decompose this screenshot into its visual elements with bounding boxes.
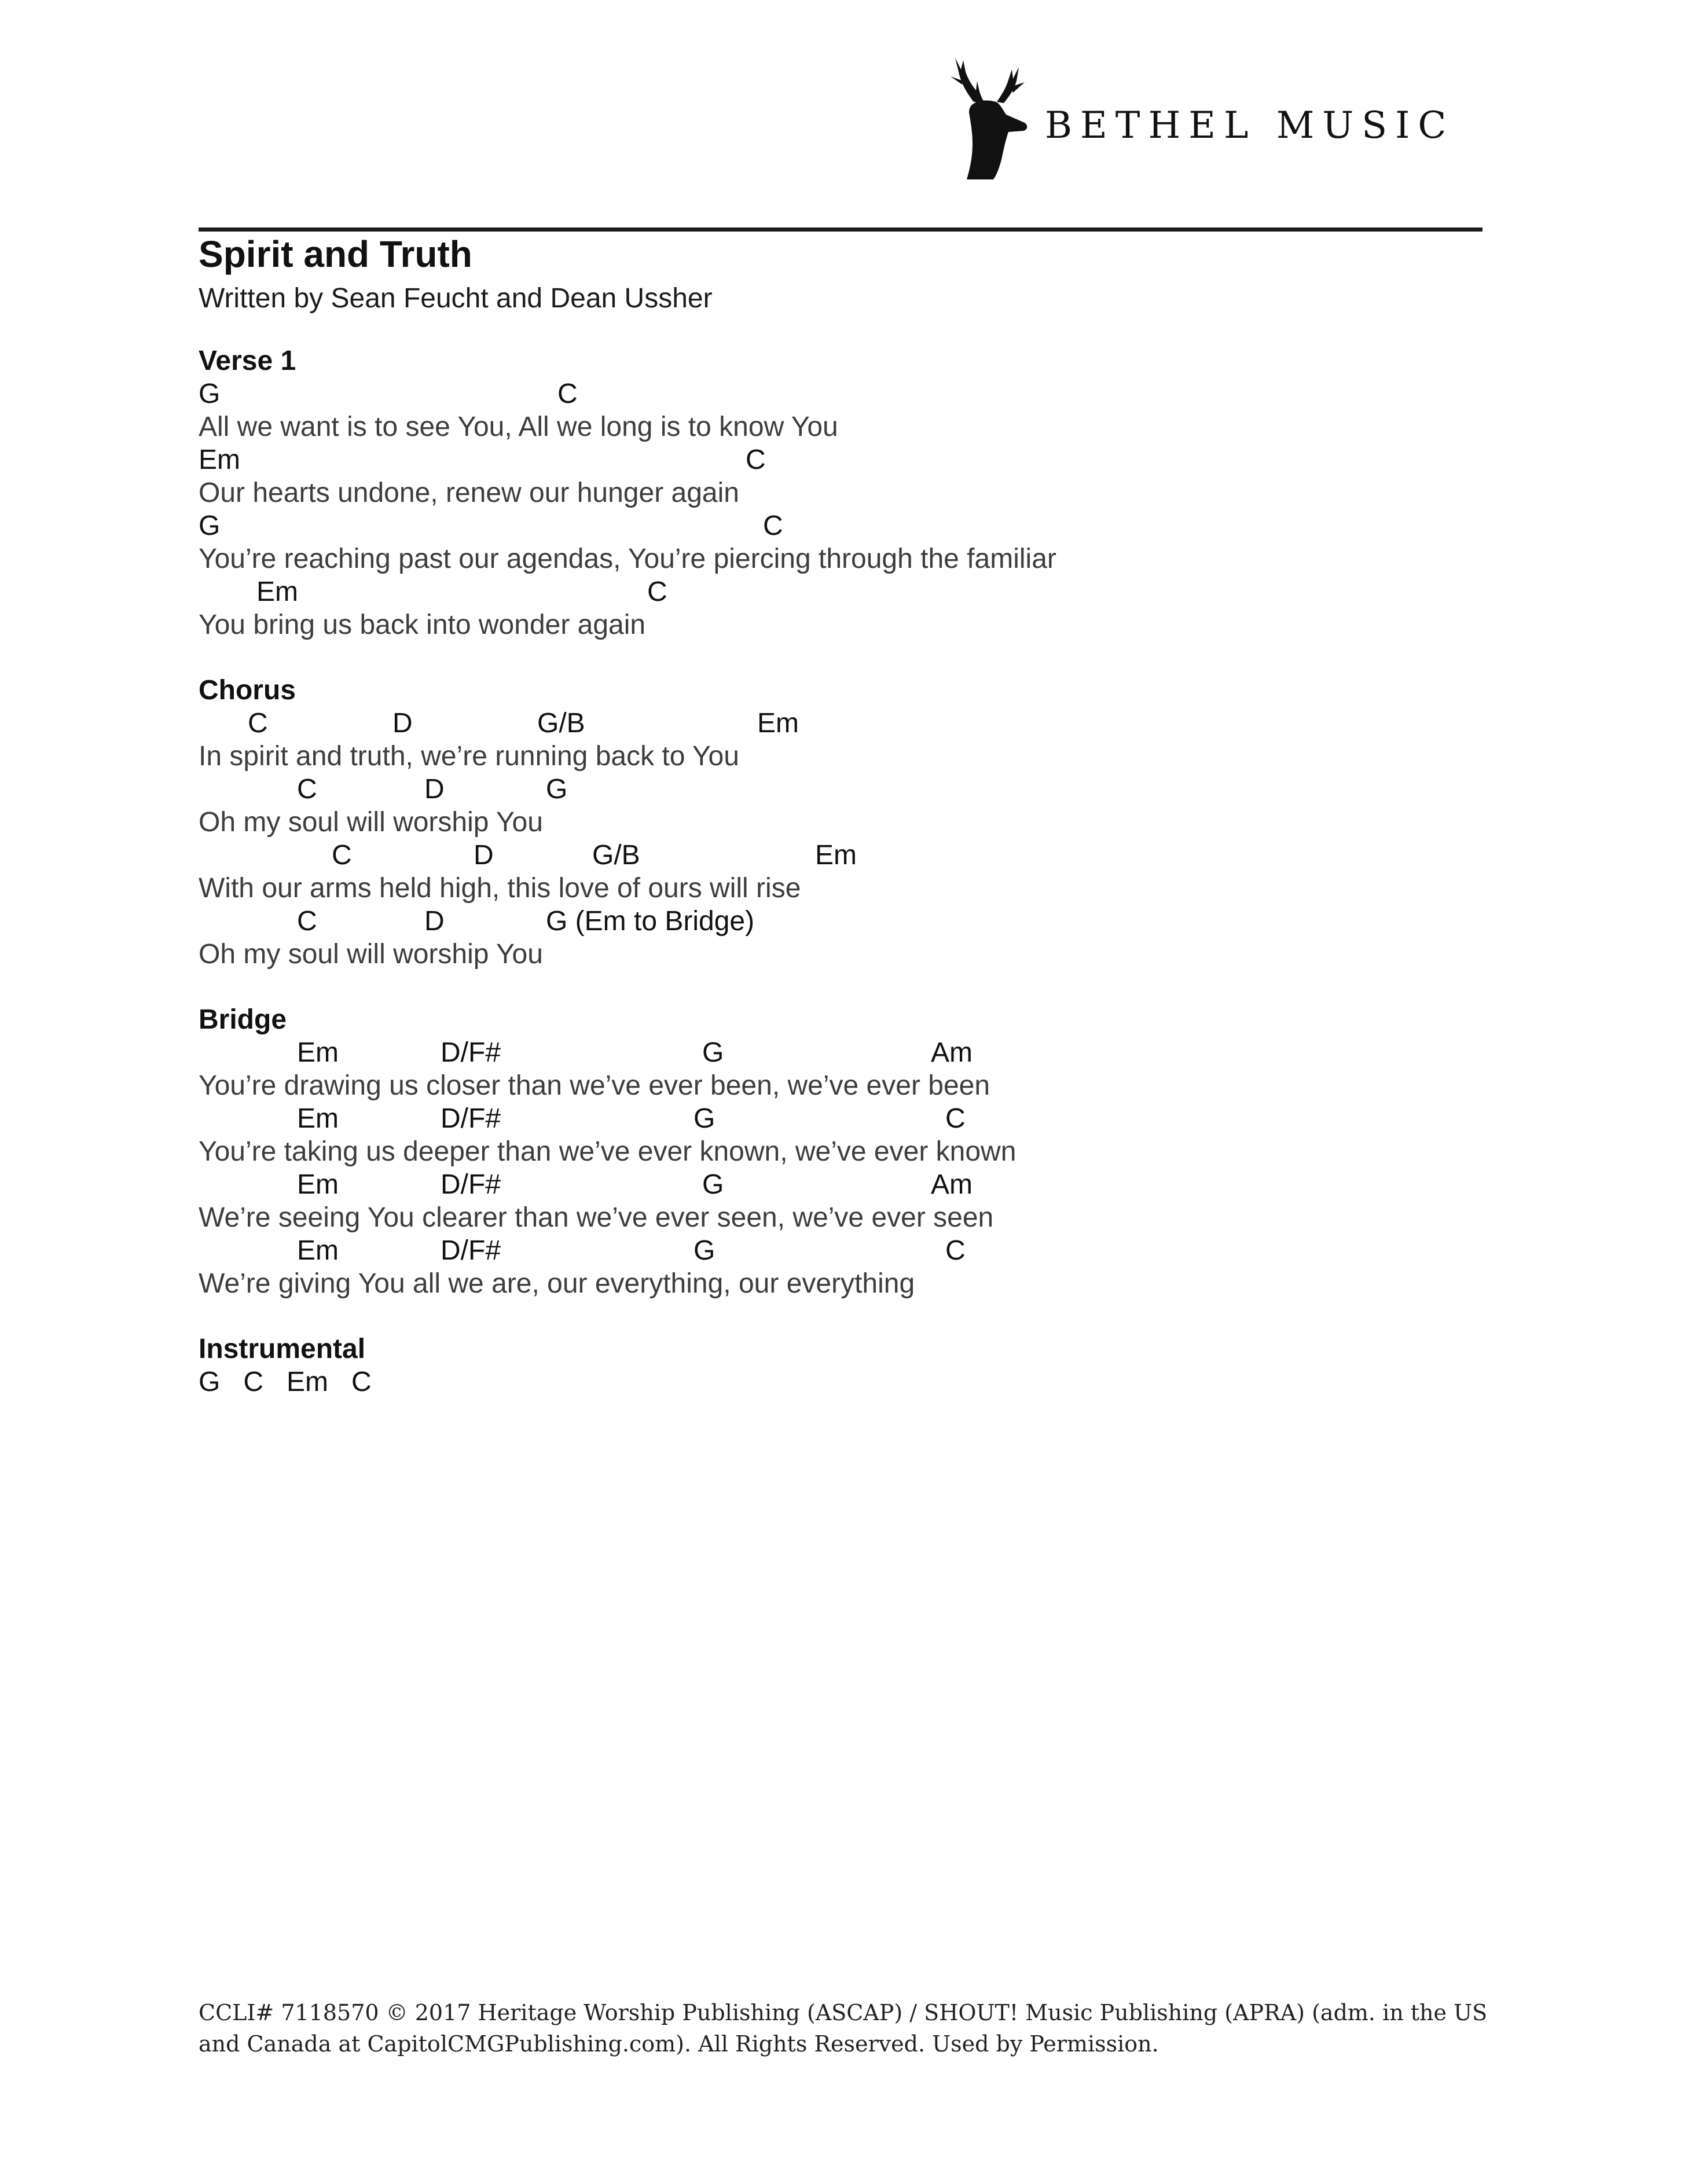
- chord: C: [557, 379, 578, 409]
- section-heading: Verse 1: [199, 346, 296, 376]
- chord: G (Em to Bridge): [546, 906, 755, 937]
- song-byline: Written by Sean Feucht and Dean Ussher: [199, 283, 713, 314]
- chord: Em: [287, 1367, 329, 1397]
- copyright-line: CCLI# 7118570 © 2017 Heritage Worship Publishing (ASCAP) / SHOUT! Music Publishing (APRA) (adm. in the US: [199, 2000, 1488, 2025]
- chord: G: [702, 1169, 724, 1200]
- chord: G: [546, 774, 568, 805]
- chord: C: [248, 708, 268, 739]
- chord: D: [424, 906, 445, 937]
- chord: C: [297, 906, 317, 937]
- bridge-section: [199, 1003, 1484, 1300]
- chord-row: [199, 377, 1484, 410]
- chord: C: [351, 1367, 372, 1397]
- instrumental-section: [199, 1333, 1484, 1399]
- chord: Em: [297, 1169, 339, 1200]
- copyright-footer: [199, 1997, 1489, 2060]
- chord: G: [199, 379, 221, 409]
- chord: Em: [815, 840, 857, 871]
- chord: Em: [297, 1103, 339, 1134]
- lyric-line: Oh my soul will worship You: [199, 807, 543, 838]
- chord: C: [243, 1367, 264, 1397]
- chord: Em: [199, 445, 240, 475]
- chord: Am: [931, 1169, 973, 1200]
- chord: D: [424, 774, 445, 805]
- brand-name: BETHEL MUSIC: [1045, 104, 1455, 147]
- chord: Am: [931, 1037, 973, 1068]
- chord: G: [199, 511, 221, 541]
- instrumental-chords: [199, 1366, 1484, 1399]
- chord-row: [199, 839, 1484, 872]
- deer-head-icon: [944, 46, 1036, 179]
- chord: D/F#: [441, 1103, 501, 1134]
- lyric-line: All we want is to see You, All we long is to know You: [199, 412, 838, 442]
- lyric-line: You’re taking us deeper than we’ve ever known, we’ve ever known: [199, 1136, 1017, 1167]
- chord-row: [199, 1234, 1484, 1267]
- chord: C: [647, 577, 667, 607]
- lyric-line: Our hearts undone, renew our hunger again: [199, 478, 739, 508]
- chord: C: [763, 511, 783, 541]
- lyric-line: You’re drawing us closer than we’ve ever been, we’ve ever been: [199, 1070, 990, 1101]
- chord-row: [199, 509, 1484, 542]
- chord: C: [332, 840, 352, 871]
- section-heading: Bridge: [199, 1004, 287, 1035]
- lyric-line: You bring us back into wonder again: [199, 610, 646, 640]
- section-heading: Chorus: [199, 675, 296, 706]
- chord: C: [297, 774, 317, 805]
- chord-row: [199, 905, 1484, 938]
- chord: G: [693, 1103, 715, 1134]
- chord-row: [199, 575, 1484, 608]
- chord: D/F#: [441, 1169, 501, 1200]
- brand-header: [944, 46, 1465, 179]
- chord-row: [199, 443, 1484, 476]
- lyric-line: We’re giving You all we are, our everything, our everything: [199, 1268, 915, 1299]
- chorus-section: [199, 674, 1484, 971]
- chord: Em: [297, 1235, 339, 1266]
- song-body: [199, 344, 1484, 1431]
- chord: C: [746, 445, 766, 475]
- lyric-line: With our arms held high, this love of ours will rise: [199, 873, 801, 904]
- lyric-line: Oh my soul will worship You: [199, 939, 543, 970]
- lyric-line: You’re reaching past our agendas, You’re piercing through the familiar: [199, 544, 1056, 574]
- chord: G: [702, 1037, 724, 1068]
- chord: Em: [256, 577, 298, 607]
- chord-row: [199, 1036, 1484, 1069]
- chord: D/F#: [441, 1235, 501, 1266]
- chord: Em: [757, 708, 799, 739]
- song-title: Spirit and Truth: [199, 233, 472, 275]
- section-heading: Instrumental: [199, 1334, 366, 1364]
- copyright-line: and Canada at CapitolCMGPublishing.com). All Rights Reserved. Used by Permission.: [199, 2031, 1159, 2057]
- verse-1-section: [199, 344, 1484, 641]
- chord-row: [199, 707, 1484, 740]
- lyric-line: In spirit and truth, we’re running back to You: [199, 741, 739, 772]
- chord: C: [945, 1103, 966, 1134]
- chord: D/F#: [441, 1037, 501, 1068]
- chord: D: [474, 840, 494, 871]
- chord: G: [693, 1235, 715, 1266]
- chord: G/B: [537, 708, 585, 739]
- lyric-line: We’re seeing You clearer than we’ve ever seen, we’ve ever seen: [199, 1202, 994, 1233]
- title-rule: [199, 227, 1482, 232]
- chord: G/B: [592, 840, 640, 871]
- chord: Em: [297, 1037, 339, 1068]
- chord: G: [199, 1367, 221, 1397]
- chord: D: [392, 708, 413, 739]
- chord-row: [199, 1102, 1484, 1135]
- chord-row: [199, 773, 1484, 806]
- chord: C: [945, 1235, 966, 1266]
- chord-row: [199, 1168, 1484, 1201]
